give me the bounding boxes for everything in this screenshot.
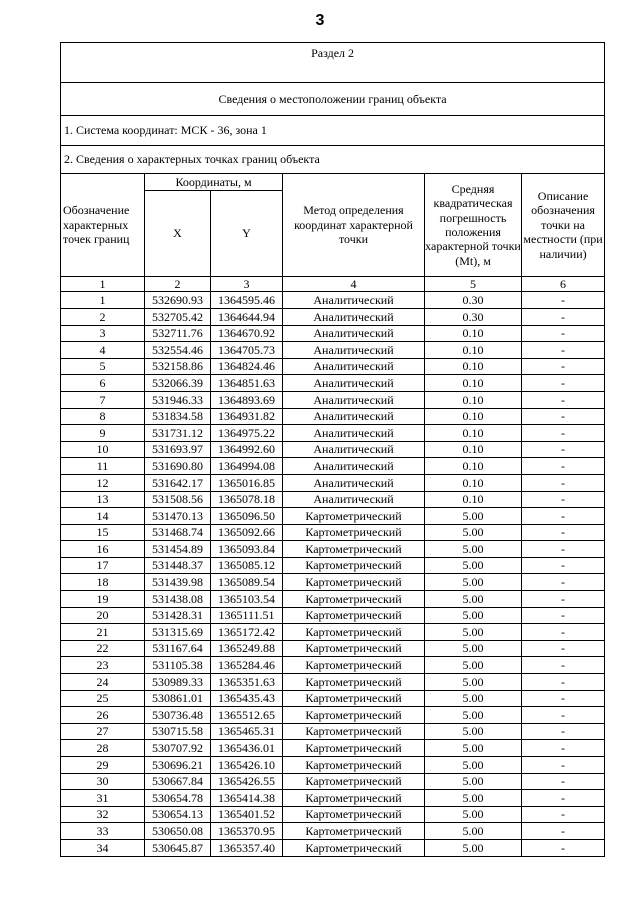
- header-y: Y: [211, 191, 283, 277]
- x-coordinate-cell: 530667.84: [145, 773, 211, 790]
- description-cell: -: [522, 342, 605, 359]
- error-cell: 5.00: [425, 640, 522, 657]
- description-cell: -: [522, 707, 605, 724]
- error-cell: 0.10: [425, 425, 522, 442]
- table-row: [61, 674, 605, 691]
- y-coordinate-cell: 1365401.52: [211, 806, 283, 823]
- point-number-cell: 29: [61, 757, 145, 774]
- error-cell: 5.00: [425, 773, 522, 790]
- point-number-cell: 3: [61, 325, 145, 342]
- y-coordinate-cell: 1364931.82: [211, 408, 283, 425]
- error-cell: 5.00: [425, 508, 522, 525]
- table-row: [61, 740, 605, 757]
- y-coordinate-cell: 1365351.63: [211, 674, 283, 691]
- error-cell: 5.00: [425, 574, 522, 591]
- error-cell: 0.10: [425, 474, 522, 491]
- table-row: [61, 508, 605, 525]
- y-coordinate-cell: 1364893.69: [211, 391, 283, 408]
- x-coordinate-cell: 530707.92: [145, 740, 211, 757]
- coordinate-system: 1. Система координат: МСК - 36, зона 1: [61, 116, 605, 146]
- point-number-cell: 7: [61, 391, 145, 408]
- y-coordinate-cell: 1365435.43: [211, 690, 283, 707]
- table-row: [61, 425, 605, 442]
- error-cell: 5.00: [425, 823, 522, 840]
- error-cell: 0.10: [425, 391, 522, 408]
- point-number-cell: 13: [61, 491, 145, 508]
- x-coordinate-cell: 530696.21: [145, 757, 211, 774]
- x-coordinate-cell: 530989.33: [145, 674, 211, 691]
- point-number-cell: 30: [61, 773, 145, 790]
- header-point-designation: Обозначение характерных точек границ: [61, 174, 145, 277]
- y-coordinate-cell: 1365426.55: [211, 773, 283, 790]
- point-number-cell: 23: [61, 657, 145, 674]
- table-row: [61, 823, 605, 840]
- method-cell: Аналитический: [283, 408, 425, 425]
- y-coordinate-cell: 1365414.38: [211, 790, 283, 807]
- y-coordinate-cell: 1364992.60: [211, 441, 283, 458]
- description-cell: -: [522, 358, 605, 375]
- column-number: 5: [425, 277, 522, 292]
- description-cell: -: [522, 391, 605, 408]
- y-coordinate-cell: 1365089.54: [211, 574, 283, 591]
- x-coordinate-cell: 530645.87: [145, 839, 211, 856]
- point-number-cell: 9: [61, 425, 145, 442]
- point-number-cell: 2: [61, 308, 145, 325]
- y-coordinate-cell: 1365092.66: [211, 524, 283, 541]
- description-cell: -: [522, 607, 605, 624]
- table-row: [61, 723, 605, 740]
- error-cell: 5.00: [425, 674, 522, 691]
- y-coordinate-cell: 1365172.42: [211, 624, 283, 641]
- error-cell: 5.00: [425, 723, 522, 740]
- header-method: Метод определения координат характерной точки: [283, 174, 425, 277]
- x-coordinate-cell: 531508.56: [145, 491, 211, 508]
- description-cell: -: [522, 806, 605, 823]
- description-cell: -: [522, 740, 605, 757]
- point-number-cell: 8: [61, 408, 145, 425]
- method-cell: Картометрический: [283, 557, 425, 574]
- table-row: [61, 408, 605, 425]
- x-coordinate-cell: 531834.58: [145, 408, 211, 425]
- table-row: [61, 441, 605, 458]
- point-number-cell: 1: [61, 292, 145, 309]
- header-description: Описание обозначения точки на местности (при наличии): [522, 174, 605, 277]
- error-cell: 5.00: [425, 607, 522, 624]
- point-number-cell: 10: [61, 441, 145, 458]
- y-coordinate-cell: 1365078.18: [211, 491, 283, 508]
- page-number: 3: [315, 12, 325, 29]
- description-cell: -: [522, 557, 605, 574]
- y-coordinate-cell: 1365284.46: [211, 657, 283, 674]
- section-subtitle: Сведения о местоположении границ объекта: [61, 83, 605, 116]
- table-row: [61, 690, 605, 707]
- description-cell: -: [522, 524, 605, 541]
- x-coordinate-cell: 531468.74: [145, 524, 211, 541]
- description-cell: -: [522, 491, 605, 508]
- error-cell: 0.10: [425, 491, 522, 508]
- error-cell: 5.00: [425, 839, 522, 856]
- table-body: [61, 292, 605, 856]
- section-title: Раздел 2: [61, 43, 605, 83]
- method-cell: Картометрический: [283, 674, 425, 691]
- column-number: 1: [61, 277, 145, 292]
- point-number-cell: 32: [61, 806, 145, 823]
- point-number-cell: 24: [61, 674, 145, 691]
- description-cell: -: [522, 292, 605, 309]
- method-cell: Картометрический: [283, 508, 425, 525]
- header-error: Средняя квадратическая погрешность положения характерной точки (Mt), м: [425, 174, 522, 277]
- y-coordinate-cell: 1365465.31: [211, 723, 283, 740]
- table-row: [61, 574, 605, 591]
- x-coordinate-cell: 531470.13: [145, 508, 211, 525]
- method-cell: Картометрический: [283, 839, 425, 856]
- method-cell: Аналитический: [283, 491, 425, 508]
- description-cell: -: [522, 474, 605, 491]
- table-row: [61, 474, 605, 491]
- method-cell: Картометрический: [283, 607, 425, 624]
- description-cell: -: [522, 657, 605, 674]
- description-cell: -: [522, 640, 605, 657]
- boundary-points-table: [60, 42, 605, 857]
- error-cell: 0.10: [425, 342, 522, 359]
- point-number-cell: 28: [61, 740, 145, 757]
- point-number-cell: 17: [61, 557, 145, 574]
- x-coordinate-cell: 530650.08: [145, 823, 211, 840]
- x-coordinate-cell: 531439.98: [145, 574, 211, 591]
- x-coordinate-cell: 530654.78: [145, 790, 211, 807]
- point-number-cell: 11: [61, 458, 145, 475]
- x-coordinate-cell: 531946.33: [145, 391, 211, 408]
- column-number: 4: [283, 277, 425, 292]
- header-x: X: [145, 191, 211, 277]
- point-number-cell: 21: [61, 624, 145, 641]
- method-cell: Аналитический: [283, 375, 425, 392]
- point-number-cell: 27: [61, 723, 145, 740]
- column-number: 6: [522, 277, 605, 292]
- y-coordinate-cell: 1365370.95: [211, 823, 283, 840]
- x-coordinate-cell: 531690.80: [145, 458, 211, 475]
- table-row: [61, 308, 605, 325]
- table-row: [61, 342, 605, 359]
- description-cell: -: [522, 790, 605, 807]
- error-cell: 5.00: [425, 707, 522, 724]
- x-coordinate-cell: 531693.97: [145, 441, 211, 458]
- description-cell: -: [522, 325, 605, 342]
- description-cell: -: [522, 541, 605, 558]
- point-number-cell: 12: [61, 474, 145, 491]
- method-cell: Аналитический: [283, 342, 425, 359]
- x-coordinate-cell: 532066.39: [145, 375, 211, 392]
- method-cell: Картометрический: [283, 707, 425, 724]
- column-numbers-row: [61, 277, 605, 292]
- error-cell: 5.00: [425, 557, 522, 574]
- table-row: [61, 325, 605, 342]
- method-cell: Аналитический: [283, 441, 425, 458]
- y-coordinate-cell: 1364705.73: [211, 342, 283, 359]
- y-coordinate-cell: 1364975.22: [211, 425, 283, 442]
- error-cell: 5.00: [425, 757, 522, 774]
- y-coordinate-cell: 1364824.46: [211, 358, 283, 375]
- y-coordinate-cell: 1365016.85: [211, 474, 283, 491]
- description-cell: -: [522, 839, 605, 856]
- x-coordinate-cell: 530736.48: [145, 707, 211, 724]
- x-coordinate-cell: 532554.46: [145, 342, 211, 359]
- y-coordinate-cell: 1365085.12: [211, 557, 283, 574]
- y-coordinate-cell: 1365096.50: [211, 508, 283, 525]
- method-cell: Аналитический: [283, 425, 425, 442]
- description-cell: -: [522, 591, 605, 608]
- method-cell: Картометрический: [283, 591, 425, 608]
- y-coordinate-cell: 1365093.84: [211, 541, 283, 558]
- table-row: [61, 391, 605, 408]
- description-cell: -: [522, 574, 605, 591]
- error-cell: 0.10: [425, 375, 522, 392]
- description-cell: -: [522, 425, 605, 442]
- point-number-cell: 33: [61, 823, 145, 840]
- method-cell: Картометрический: [283, 541, 425, 558]
- point-number-cell: 34: [61, 839, 145, 856]
- method-cell: Картометрический: [283, 806, 425, 823]
- description-cell: -: [522, 723, 605, 740]
- description-cell: -: [522, 408, 605, 425]
- method-cell: Картометрический: [283, 524, 425, 541]
- table-row: [61, 491, 605, 508]
- table-row: [61, 657, 605, 674]
- column-number: 2: [145, 277, 211, 292]
- point-number-cell: 22: [61, 640, 145, 657]
- table-row: [61, 292, 605, 309]
- error-cell: 0.30: [425, 308, 522, 325]
- y-coordinate-cell: 1364644.94: [211, 308, 283, 325]
- method-cell: Картометрический: [283, 690, 425, 707]
- point-number-cell: 25: [61, 690, 145, 707]
- description-cell: -: [522, 458, 605, 475]
- y-coordinate-cell: 1365249.88: [211, 640, 283, 657]
- point-number-cell: 14: [61, 508, 145, 525]
- table-row: [61, 524, 605, 541]
- x-coordinate-cell: 530861.01: [145, 690, 211, 707]
- method-cell: Аналитический: [283, 292, 425, 309]
- error-cell: 5.00: [425, 624, 522, 641]
- error-cell: 5.00: [425, 690, 522, 707]
- table-row: [61, 707, 605, 724]
- point-number-cell: 5: [61, 358, 145, 375]
- table-row: [61, 624, 605, 641]
- x-coordinate-cell: 532705.42: [145, 308, 211, 325]
- table-row: [61, 458, 605, 475]
- method-cell: Аналитический: [283, 458, 425, 475]
- description-cell: -: [522, 674, 605, 691]
- table-row: [61, 607, 605, 624]
- table-row: [61, 640, 605, 657]
- method-cell: Картометрический: [283, 640, 425, 657]
- table-row: [61, 839, 605, 856]
- column-number: 3: [211, 277, 283, 292]
- method-cell: Аналитический: [283, 391, 425, 408]
- error-cell: 5.00: [425, 657, 522, 674]
- error-cell: 5.00: [425, 524, 522, 541]
- method-cell: Аналитический: [283, 325, 425, 342]
- method-cell: Картометрический: [283, 723, 425, 740]
- table-row: [61, 757, 605, 774]
- point-number-cell: 4: [61, 342, 145, 359]
- y-coordinate-cell: 1364994.08: [211, 458, 283, 475]
- point-number-cell: 15: [61, 524, 145, 541]
- header-coordinates: Координаты, м: [145, 174, 283, 191]
- table-row: [61, 375, 605, 392]
- error-cell: 0.10: [425, 408, 522, 425]
- error-cell: 5.00: [425, 790, 522, 807]
- method-cell: Картометрический: [283, 624, 425, 641]
- y-coordinate-cell: 1365512.65: [211, 707, 283, 724]
- error-cell: 0.30: [425, 292, 522, 309]
- description-cell: -: [522, 441, 605, 458]
- table-row: [61, 541, 605, 558]
- points-section-title: 2. Сведения о характерных точках границ объекта: [61, 146, 605, 174]
- x-coordinate-cell: 531428.31: [145, 607, 211, 624]
- point-number-cell: 16: [61, 541, 145, 558]
- method-cell: Картометрический: [283, 657, 425, 674]
- method-cell: Аналитический: [283, 358, 425, 375]
- description-cell: -: [522, 690, 605, 707]
- y-coordinate-cell: 1365357.40: [211, 839, 283, 856]
- x-coordinate-cell: 531454.89: [145, 541, 211, 558]
- table-row: [61, 557, 605, 574]
- x-coordinate-cell: 531315.69: [145, 624, 211, 641]
- x-coordinate-cell: 530715.58: [145, 723, 211, 740]
- x-coordinate-cell: 531167.64: [145, 640, 211, 657]
- description-cell: -: [522, 624, 605, 641]
- description-cell: -: [522, 773, 605, 790]
- error-cell: 5.00: [425, 541, 522, 558]
- y-coordinate-cell: 1365111.51: [211, 607, 283, 624]
- error-cell: 5.00: [425, 591, 522, 608]
- method-cell: Картометрический: [283, 740, 425, 757]
- y-coordinate-cell: 1364670.92: [211, 325, 283, 342]
- error-cell: 5.00: [425, 740, 522, 757]
- table-row: [61, 358, 605, 375]
- table-row: [61, 806, 605, 823]
- y-coordinate-cell: 1365103.54: [211, 591, 283, 608]
- x-coordinate-cell: 530654.13: [145, 806, 211, 823]
- table-row: [61, 773, 605, 790]
- error-cell: 5.00: [425, 806, 522, 823]
- description-cell: -: [522, 757, 605, 774]
- x-coordinate-cell: 531438.08: [145, 591, 211, 608]
- x-coordinate-cell: 531731.12: [145, 425, 211, 442]
- table-row: [61, 591, 605, 608]
- x-coordinate-cell: 531642.17: [145, 474, 211, 491]
- point-number-cell: 18: [61, 574, 145, 591]
- table-row: [61, 790, 605, 807]
- method-cell: Аналитический: [283, 308, 425, 325]
- point-number-cell: 19: [61, 591, 145, 608]
- description-cell: -: [522, 508, 605, 525]
- point-number-cell: 6: [61, 375, 145, 392]
- method-cell: Картометрический: [283, 790, 425, 807]
- error-cell: 0.10: [425, 358, 522, 375]
- x-coordinate-cell: 532690.93: [145, 292, 211, 309]
- method-cell: Картометрический: [283, 757, 425, 774]
- x-coordinate-cell: 531448.37: [145, 557, 211, 574]
- y-coordinate-cell: 1364851.63: [211, 375, 283, 392]
- description-cell: -: [522, 823, 605, 840]
- error-cell: 0.10: [425, 441, 522, 458]
- y-coordinate-cell: 1365426.10: [211, 757, 283, 774]
- point-number-cell: 20: [61, 607, 145, 624]
- description-cell: -: [522, 375, 605, 392]
- method-cell: Картометрический: [283, 773, 425, 790]
- point-number-cell: 31: [61, 790, 145, 807]
- point-number-cell: 26: [61, 707, 145, 724]
- x-coordinate-cell: 532158.86: [145, 358, 211, 375]
- description-cell: -: [522, 308, 605, 325]
- x-coordinate-cell: 531105.38: [145, 657, 211, 674]
- y-coordinate-cell: 1365436.01: [211, 740, 283, 757]
- method-cell: Картометрический: [283, 823, 425, 840]
- method-cell: Аналитический: [283, 474, 425, 491]
- method-cell: Картометрический: [283, 574, 425, 591]
- x-coordinate-cell: 532711.76: [145, 325, 211, 342]
- error-cell: 0.10: [425, 458, 522, 475]
- error-cell: 0.10: [425, 325, 522, 342]
- y-coordinate-cell: 1364595.46: [211, 292, 283, 309]
